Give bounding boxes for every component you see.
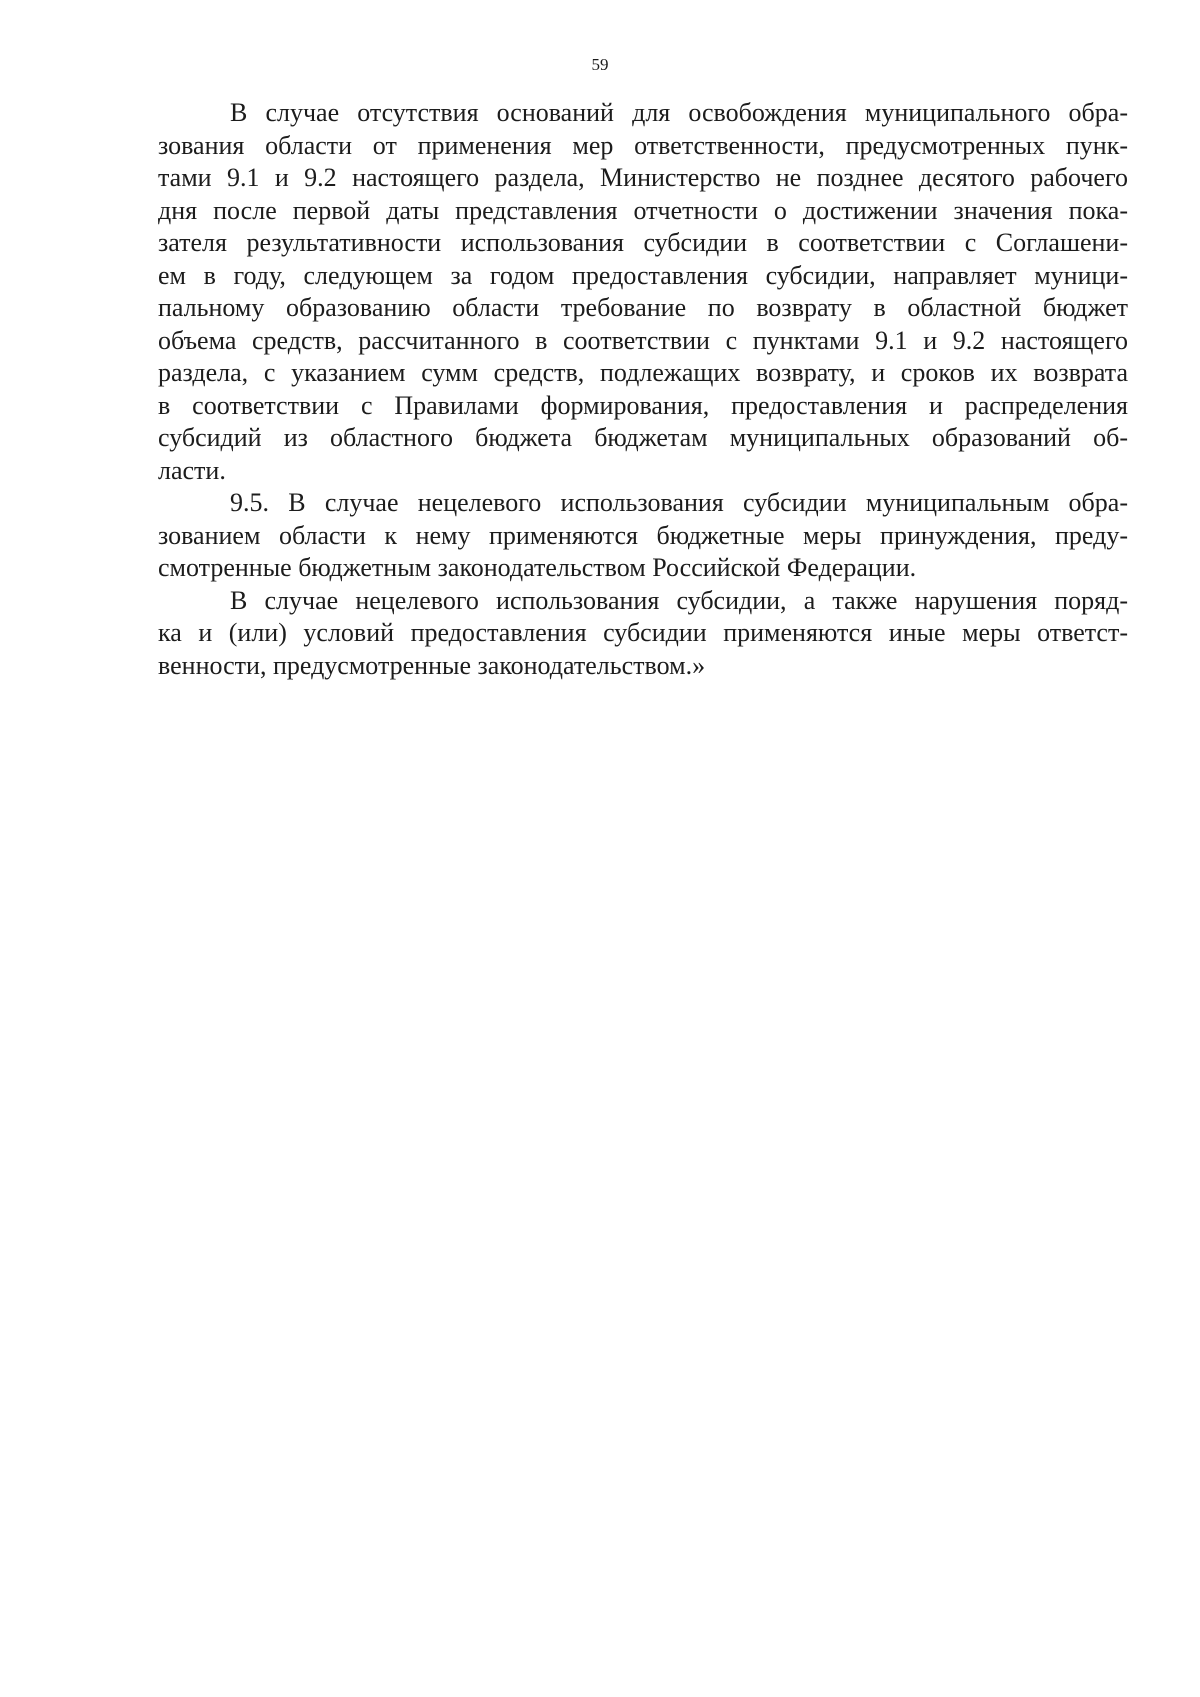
text-line: пальному образованию области требование по возврату в областной бюджет [158,293,1128,322]
text-line: в соответствии с Правилами формирования, предоставления и распределения [158,390,1128,420]
text-line: зателя результативности использования субсидии в соответствии с Соглашени- [158,228,1128,257]
text-line: ка и (или) условий предоставления субсидии применяются иные меры ответст- [158,618,1128,647]
text-line: субсидий из областного бюджета бюджетам муниципальных образований об- [158,423,1128,452]
text-line: раздела, с указанием сумм средств, подлежащих возврату, и сроков их возврата [158,358,1128,387]
paragraph-9-5-misuse [158,487,1128,585]
text-line: тами 9.1 и 9.2 настоящего раздела, Министерство не позднее десятого рабочего [158,163,1128,192]
text-line: В случае отсутствия оснований для освобождения муниципального обра- [230,98,1128,127]
document-body [158,97,1128,682]
text-line: ласти. [158,455,226,485]
text-line: зованием области к нему применяются бюджетные меры принуждения, преду- [158,520,1128,550]
text-line: дня после первой даты представления отчетности о достижении значения пока- [158,195,1128,225]
text-line: смотренные бюджетным законодательством Российской Федерации. [158,553,917,582]
page-number: 59 [591,55,609,74]
text-line: В случае нецелевого использования субсидии, а также нарушения поряд- [230,585,1128,615]
text-line: 9.5. В случае нецелевого использования субсидии муниципальным обра- [230,488,1128,517]
paragraph-other-measures [158,585,1128,683]
text-line: зования области от применения мер ответственности, предусмотренных пунк- [158,130,1128,160]
text-line: венности, предусмотренные законодательством.» [158,650,706,680]
text-line: объема средств, рассчитанного в соответствии с пунктами 9.1 и 9.2 настоящего [158,325,1128,355]
paragraph-liability-refund [158,97,1128,487]
text-line: ем в году, следующем за годом предоставления субсидии, направляет муници- [158,260,1128,290]
